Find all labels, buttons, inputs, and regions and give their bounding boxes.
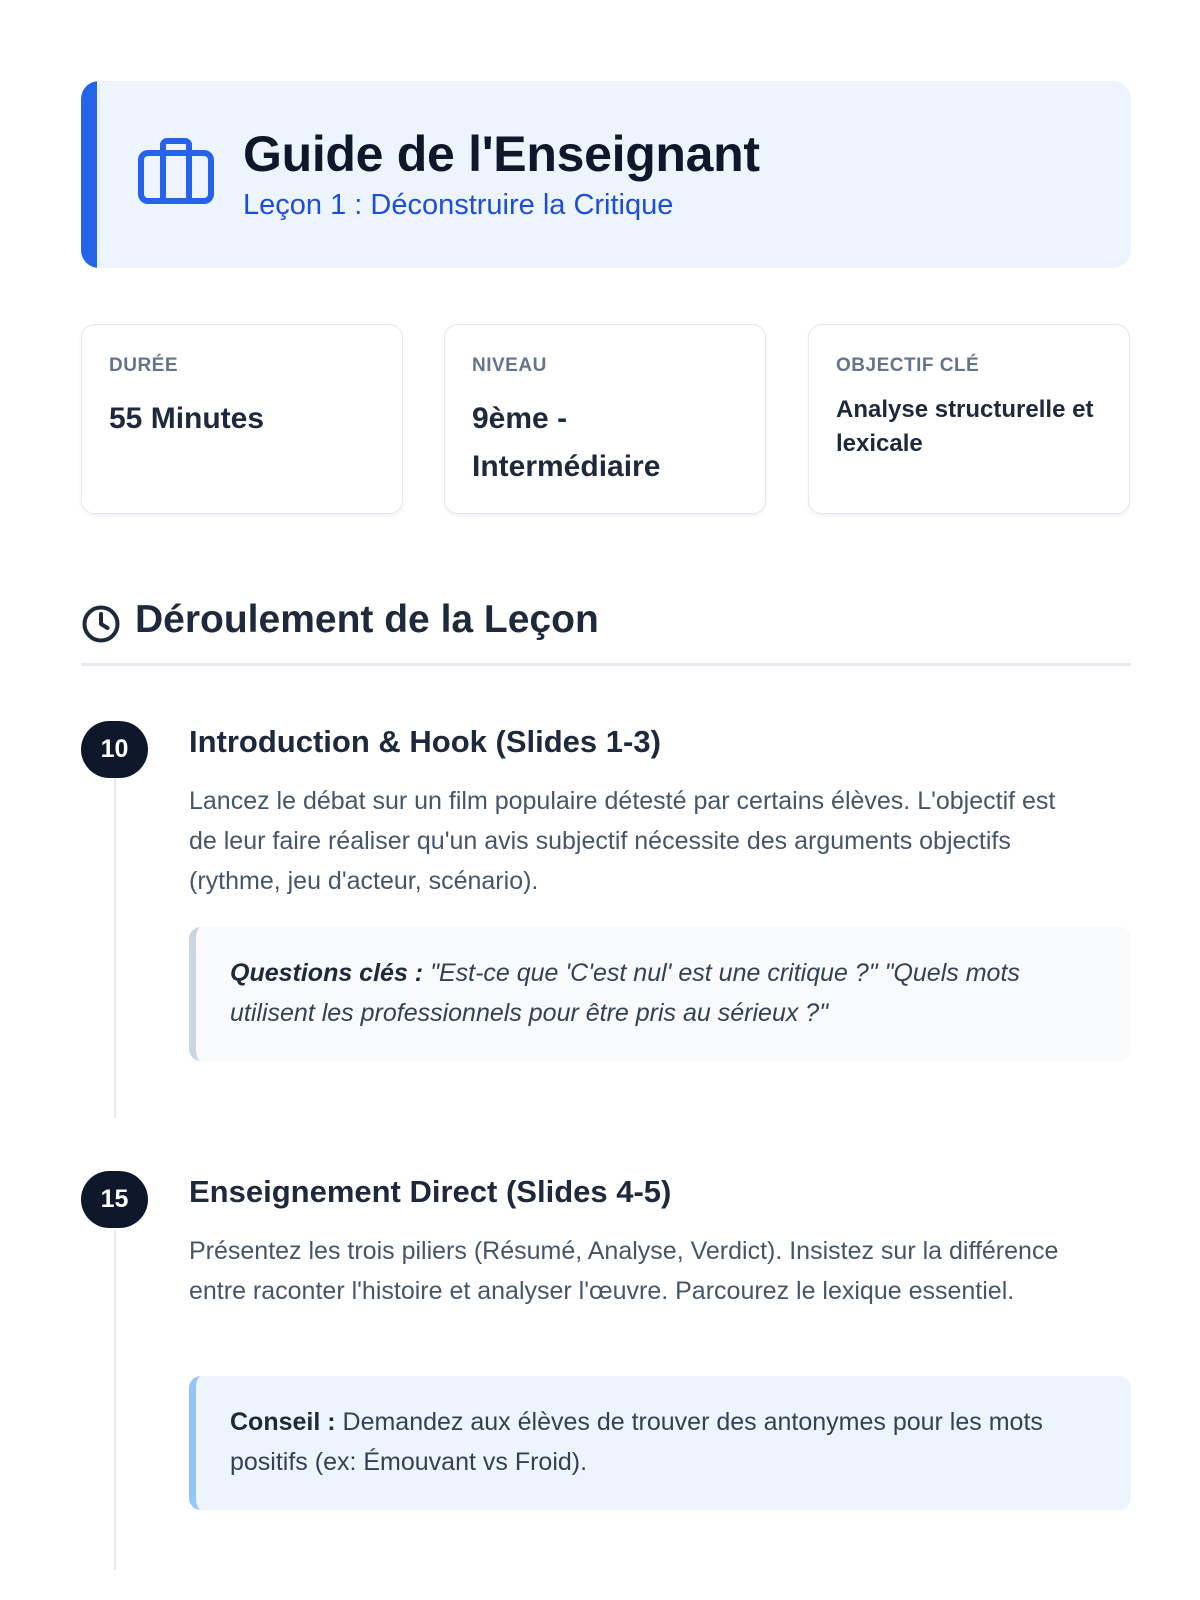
info-card-level [444,324,766,514]
lesson-subtitle: Leçon 1 : Déconstruire la Critique [243,189,674,221]
info-card-label: OBJECTIF CLÉ [836,355,980,376]
guide-header [81,81,1131,268]
step-description: Lancez le débat sur un film populaire détesté par certains élèves. L'objectif est de leur faire réaliser qu'un avis subjectif nécessite des arguments objectifs (rythme, jeu d'acteur, scénario). [189,787,1056,895]
note-text: Demandez aux élèves de trouver des antonymes pour les mots positifs (ex: Émouvant vs Froid). [230,1408,1043,1476]
page-title: Guide de l'Enseignant [243,126,760,182]
tip-note [189,1376,1131,1510]
timeline-connector [114,778,116,1118]
note-label: Conseil : [230,1408,336,1436]
header-accent-bar [81,81,97,268]
timeline-connector [114,1230,116,1570]
key-questions-note [189,927,1131,1061]
section-title: Déroulement de la Leçon [135,598,599,641]
info-card-duration [81,324,403,514]
step-duration-badge: 15 [81,1171,148,1228]
step-title: Enseignement Direct (Slides 4-5) [189,1174,672,1209]
step-duration-badge: 10 [81,721,148,778]
info-card-label: DURÉE [109,355,179,376]
section-divider [81,663,1131,666]
info-card-objective [808,324,1130,514]
info-card-value: 55 Minutes [109,402,265,435]
note-label: Questions clés : [230,959,424,987]
step-description: Présentez les trois piliers (Résumé, Analyse, Verdict). Insistez sur la différence entre raconter l'histoire et analyser l'œuvre. Parcourez le lexique essentiel. [189,1237,1059,1305]
clock-icon [81,604,121,644]
info-card-value: Analyse structurelle et lexicale [836,396,1094,457]
info-card-label: NIVEAU [472,355,547,376]
briefcase-icon [138,137,214,205]
info-card-value: 9ème - Intermédiaire [472,402,661,483]
note-text: "Est-ce que 'C'est nul' est une critique ?" "Quels mots utilisent les professionnels pour être pris au sérieux ?" [230,959,1020,1027]
step-title: Introduction & Hook (Slides 1-3) [189,724,661,759]
